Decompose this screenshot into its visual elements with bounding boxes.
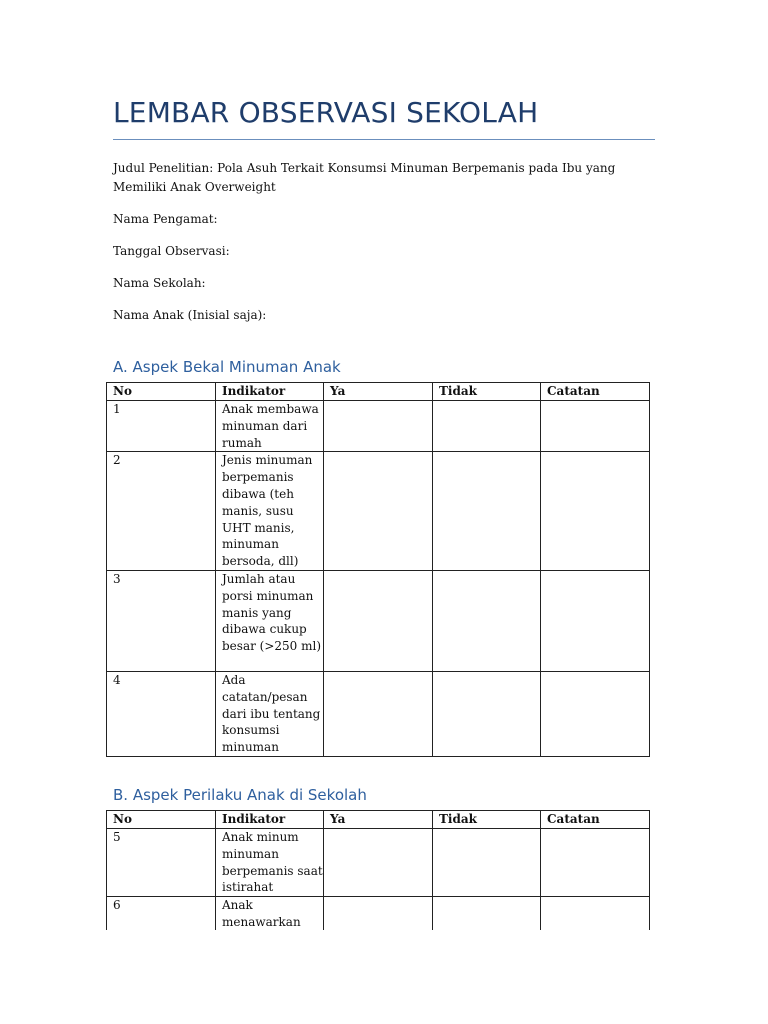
header-ya: Ya [324, 383, 433, 401]
row-catatan-cell[interactable] [541, 401, 650, 452]
row-indikator: Jenis minuman berpemanis dibawa (teh manis, susu UHT manis, minuman bersoda, dll) [216, 452, 324, 571]
title-underline [113, 139, 655, 140]
school-name-line: Nama Sekolah: [113, 276, 206, 290]
row-catatan-cell[interactable] [541, 570, 650, 671]
section-a-table [106, 382, 650, 757]
row-tidak-cell[interactable] [433, 897, 541, 930]
row-tidak-cell[interactable] [433, 570, 541, 671]
row-ya-cell[interactable] [324, 452, 433, 571]
row-number: 5 [107, 829, 216, 897]
header-no: No [107, 383, 216, 401]
row-number: 4 [107, 671, 216, 756]
header-indikator: Indikator [216, 383, 324, 401]
row-number: 2 [107, 452, 216, 571]
table-row [107, 452, 650, 571]
table-row [107, 570, 650, 671]
header-catatan: Catatan [541, 383, 650, 401]
row-catatan-cell[interactable] [541, 452, 650, 571]
table-row [107, 671, 650, 756]
table-row [107, 401, 650, 452]
row-tidak-cell[interactable] [433, 452, 541, 571]
table-row [107, 829, 650, 897]
section-b-heading: B. Aspek Perilaku Anak di Sekolah [113, 786, 367, 804]
row-indikator: Anak menawarkan [216, 897, 324, 930]
row-ya-cell[interactable] [324, 671, 433, 756]
row-ya-cell[interactable] [324, 401, 433, 452]
row-indikator: Anak minum minuman berpemanis saat istirahat [216, 829, 324, 897]
observation-date-line: Tanggal Observasi: [113, 244, 230, 258]
table-row [107, 897, 650, 930]
section-b-table [106, 810, 650, 930]
row-ya-cell[interactable] [324, 829, 433, 897]
row-indikator: Ada catatan/pesan dari ibu tentang konsumsi minuman [216, 671, 324, 756]
document-title: LEMBAR OBSERVASI SEKOLAH [113, 96, 539, 129]
row-catatan-cell[interactable] [541, 671, 650, 756]
header-indikator: Indikator [216, 811, 324, 829]
research-title-line: Judul Penelitian: Pola Asuh Terkait Konsumsi Minuman Berpemanis pada Ibu yang Memiliki Anak Overweight [113, 161, 616, 194]
header-ya: Ya [324, 811, 433, 829]
observer-name-line: Nama Pengamat: [113, 212, 218, 226]
header-no: No [107, 811, 216, 829]
row-tidak-cell[interactable] [433, 401, 541, 452]
row-number: 1 [107, 401, 216, 452]
row-number: 3 [107, 570, 216, 671]
row-catatan-cell[interactable] [541, 829, 650, 897]
row-indikator: Anak membawa minuman dari rumah [216, 401, 324, 452]
header-catatan: Catatan [541, 811, 650, 829]
row-catatan-cell[interactable] [541, 897, 650, 930]
row-tidak-cell[interactable] [433, 671, 541, 756]
row-tidak-cell[interactable] [433, 829, 541, 897]
row-ya-cell[interactable] [324, 897, 433, 930]
header-tidak: Tidak [433, 811, 541, 829]
row-indikator: Jumlah atau porsi minuman manis yang dibawa cukup besar (>250 ml) [216, 570, 324, 671]
row-ya-cell[interactable] [324, 570, 433, 671]
child-name-line: Nama Anak (Inisial saja): [113, 308, 267, 322]
header-tidak: Tidak [433, 383, 541, 401]
row-number: 6 [107, 897, 216, 930]
section-a-heading: A. Aspek Bekal Minuman Anak [113, 358, 341, 376]
table-header-row [107, 383, 650, 401]
table-header-row [107, 811, 650, 829]
